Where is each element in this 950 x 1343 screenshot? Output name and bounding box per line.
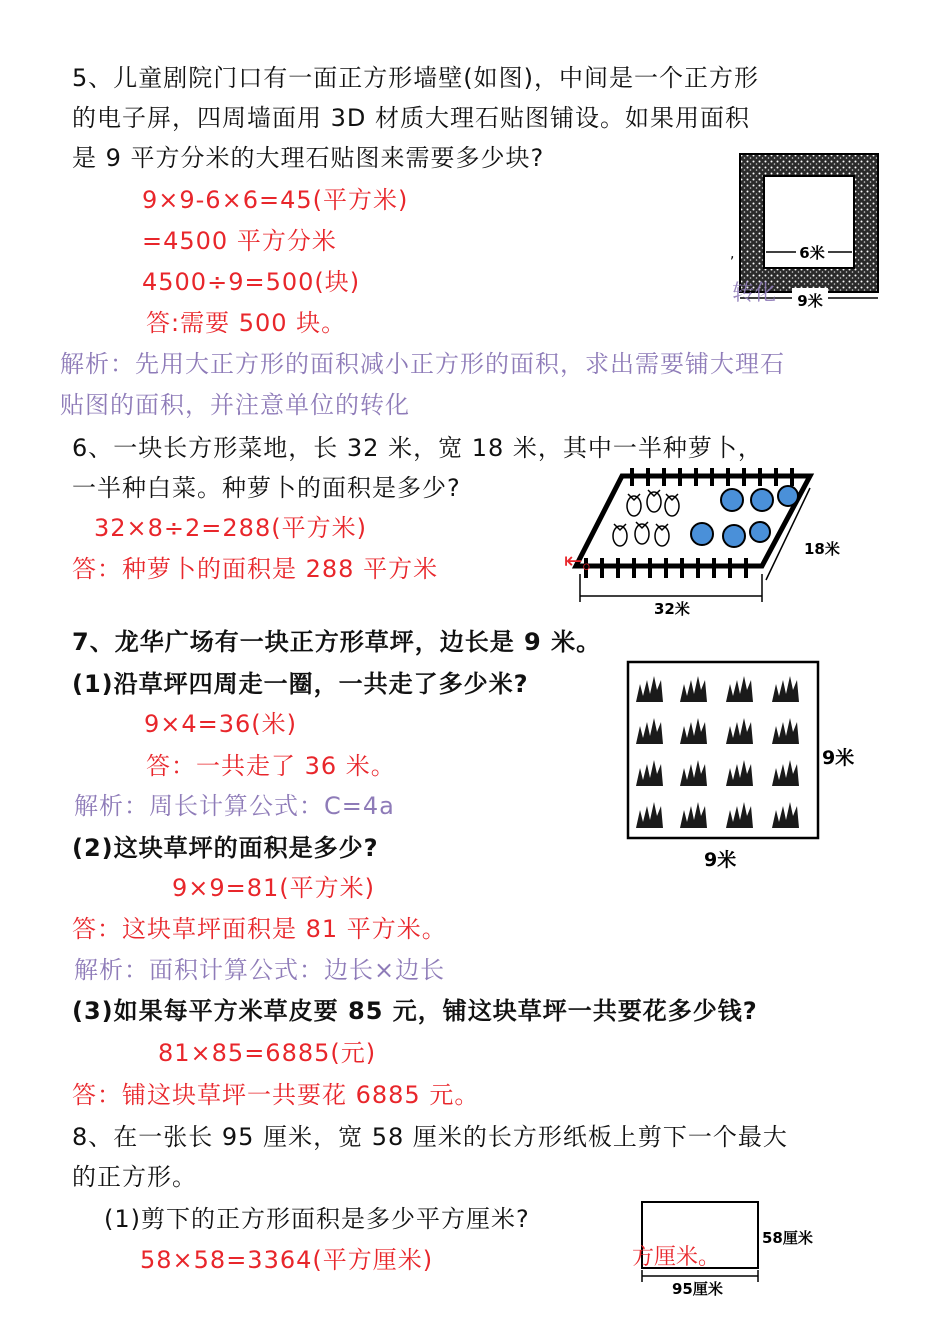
q6-answer: 答：种萝卜的面积是 288 平方米 [72,555,439,583]
red-arrow-mark: ⇤。 [564,549,605,574]
q6-calc-1: 32×8÷2=288(平方米) [94,514,367,542]
overlay-answer-fragment: 方厘米。 [632,1245,721,1270]
q5-text-line-1: 5、儿童剧院门口有一面正方形墙壁(如图)，中间是一个正方形 [72,64,759,92]
q8-text-line-2: 的正方形。 [72,1163,197,1191]
wall-figure [728,148,888,318]
q8-text-line-1: 8、在一张长 95 厘米，宽 58 厘米的长方形纸板上剪下一个最大 [72,1123,788,1151]
cardboard-figure [628,1196,838,1300]
q5-calc-2: =4500 平方分米 [142,227,337,255]
overlay-fragment: 转化 [732,281,777,306]
q7-part2-answer: 答：这块草坪面积是 81 平方米。 [72,915,447,943]
q5-text-line-3: 是 9 平方分米的大理石贴图来需要多少块? [72,144,545,172]
q5-calc-3: 4500÷9=500(块) [142,268,361,296]
q7-part2-calc: 9×9=81(平方米) [172,874,376,902]
q5-answer: 答:需要 500 块。 [146,309,347,337]
stray-mark: , [730,246,735,262]
bottom-length-label: 9米 [704,849,737,871]
inner-size-label: 6米 [799,244,825,262]
q7-part1-answer: 答：一共走了 36 米。 [146,752,396,780]
q7-part1-question: (1)沿草坪四周走一圈，一共走了多少米? [72,670,529,698]
q6-text-line-1: 6、一块长方形菜地，长 32 米，宽 18 米，其中一半种萝卜， [72,434,763,462]
lawn-figure [622,660,872,872]
q7-part3-answer: 答：铺这块草坪一共要花 6885 元。 [72,1081,480,1109]
q5-analysis-line-1: 解析：先用大正方形的面积减小正方形的面积，求出需要铺大理石 [60,350,785,378]
q5-text-line-2: 的电子屏，四周墙面用 3D 材质大理石贴图铺设。如果用面积 [72,104,751,132]
garden-outline [576,476,810,566]
q6-text-line-2: 一半种白菜。种萝卜的面积是多少? [72,474,461,502]
q7-part2-analysis: 解析：面积计算公式：边长×边长 [74,956,446,984]
q8-part1-calc: 58×58=3364(平方厘米) [140,1246,434,1274]
outer-size-label: 9米 [797,292,823,310]
q7-part3-question: (3)如果每平方米草皮要 85 元，铺这块草坪一共要花多少钱? [72,997,758,1025]
q7-part1-calc: 9×4=36(米) [144,710,298,738]
q5-calc-1: 9×9-6×6=45(平方米) [142,186,409,214]
q8-part1-question: (1)剪下的正方形面积是多少平方厘米? [104,1205,530,1233]
q7-part1-analysis: 解析：周长计算公式：C=4a [74,792,395,820]
q7-part2-question: (2)这块草坪的面积是多少? [72,834,379,862]
q7-title: 7、龙华广场有一块正方形草坪，边长是 9 米。 [72,628,602,656]
length-label: 32米 [654,600,690,618]
width-label: 18米 [804,540,840,558]
q5-analysis-line-2: 贴图的面积，并注意单位的转化 [60,391,410,419]
side-length-label: 9米 [822,747,855,769]
length-label: 95厘米 [672,1280,723,1298]
q7-part3-calc: 81×85=6885(元) [158,1039,377,1067]
width-label: 58厘米 [762,1229,813,1247]
vegetable-garden-figure [562,462,862,622]
